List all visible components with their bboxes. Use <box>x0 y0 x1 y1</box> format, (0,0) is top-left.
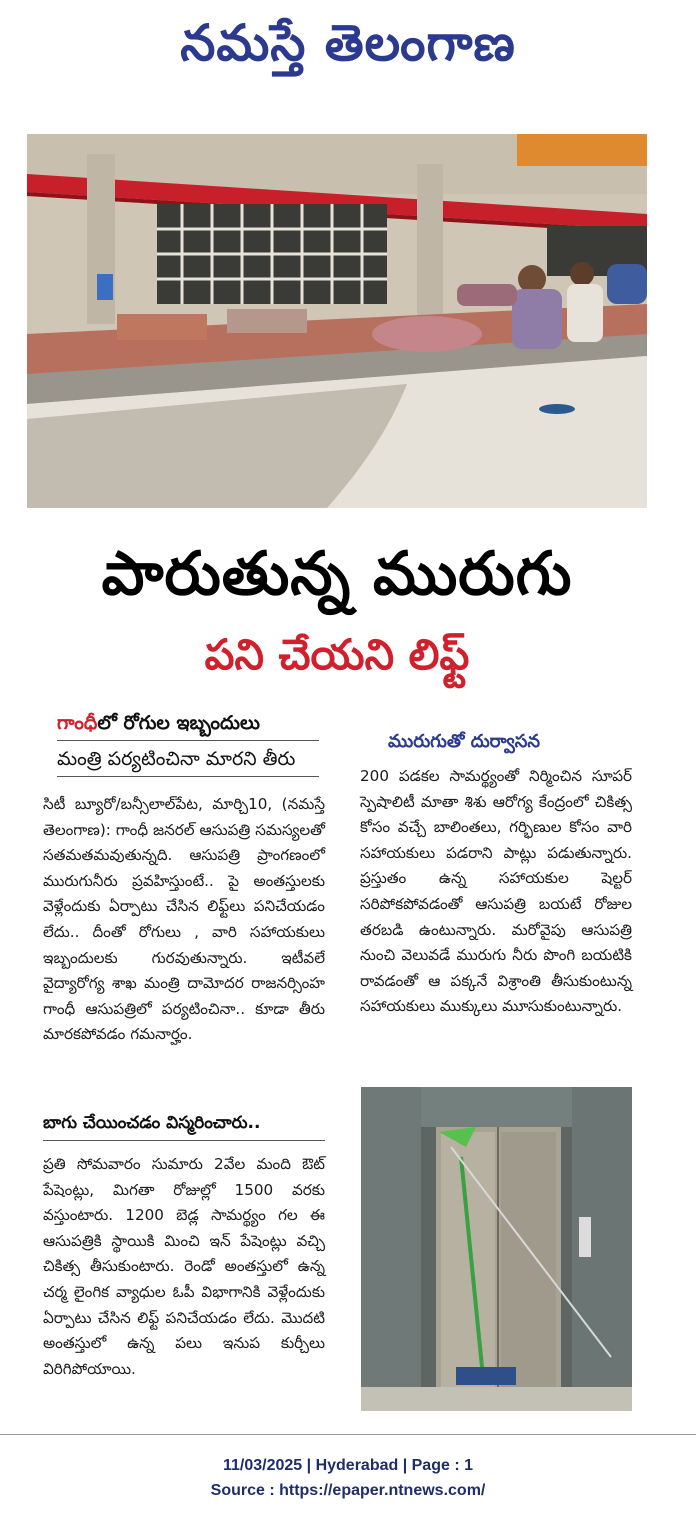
article-column-1: సిటీ బ్యూరో/బన్సీలాల్‌పేట, మార్చి10, (నమస్తే తెలంగాణ): గాంధీ జనరల్ ఆసుపత్రి సమస్యలతో సతమతమవుతున్నది. ఆసుపత్రి ప్రాంగణంలో మురుగునీరు ప్రవహిస్తుంటే.. పై అంతస్తులకు వెళ్లేందుకు ఏర్పాటు చేసిన లిఫ్ట్‌లు పనిచేయడం లేదు.. దీంతో రోగులు , వారి సహాయకులు ఇబ్బందులకు గురవుతున్నారు. ఇటీవలే వైద్యారోగ్య శాఖ మంత్రి దామోదర రాజనర్సింహ గాంధీ ఆసుపత్రిలో పర్యటించినా.. కూడా తీరు మారకపోవడం గమనార్హం. <box>43 795 325 1044</box>
footer-date-location: 11/03/2025 | Hyderabad | Page : 1 <box>223 1457 473 1474</box>
kicker-divider-2 <box>57 776 319 777</box>
column-1-subtitle: బాగు చేయించడం విస్మరించారు.. <box>43 1113 261 1133</box>
news-photo-hospital-corridor <box>27 134 647 508</box>
sub-headline: పని చేయని లిఫ్ట్ <box>204 630 470 679</box>
kicker-rest: లో రోగుల ఇబ్బందులు <box>97 712 261 734</box>
article-column-2: 200 పడకల సామర్థ్యంతో నిర్మించిన సూపర్ స్పెషాలిటీ మాతా శిశు ఆరోగ్య కేంద్రంలో చికిత్స కోసం వచ్చే బాలింతలు, గర్భిణుల కోసం వారి సహాయకులు పడరాని పాట్లు పడుతున్నారు. ప్రస్తుతం ఉన్న సహాయకుల షెల్టర్ సరిపోకపోవడంతో ఆసుపత్రి బయటే రోజుల తరబడి ఉంటున్నారు. మరోవైపు ఆసుపత్రి నుంచి వెలువడే మురుగు నీరు పొంగి బయటికి రావడంతో ఆ పక్కనే విశ్రాంతి తీసుకుంటున్న సహాయకులు ముక్కులు మూసుకుంటున్నారు. <box>360 767 632 1016</box>
article-column-1-continued: ప్రతి సోమవారం సుమారు 2వేల మంది ఔట్ పేషెంట్లు, మిగతా రోజుల్లో 1500 వరకు వస్తుంటారు. 1200 బెడ్ల సామర్థ్యం గల ఈ ఆసుపత్రికి స్థాయికి మించి ఇన్ పేషెంట్లు వచ్చి చికిత్స తీసుకుంటారు. రెండో అంతస్తులో ఉన్న చర్మ లైంగిక వ్యాధుల ఓపీ విభాగానికి వెళ్లేందుకు ఏర్పాటు చేసిన లిఫ్ట్ పనిచేయడం లేదు. మొదటి అంతస్తులో ఉన్న పలు ఇనుప కుర్చీలు విరిగిపోయాయి. <box>43 1155 325 1378</box>
masthead-logo: నమస్తే తెలంగాణ <box>180 14 516 72</box>
kicker-line-2: మంత్రి పర్యటించినా మారని తీరు <box>57 748 296 770</box>
kicker-line-1 <box>57 708 317 738</box>
kicker-divider <box>57 740 319 741</box>
headline: పారుతున్న మురుగు <box>101 539 573 609</box>
footer-divider <box>0 1434 696 1435</box>
news-photo-broken-lift <box>361 1087 632 1411</box>
footer-source-link[interactable]: Source : https://epaper.ntnews.com/ <box>210 1482 486 1499</box>
kicker-highlight: గాంధీ <box>57 712 98 734</box>
column-2-kicker: మురుగుతో దుర్వాసన <box>388 731 541 752</box>
subtitle-divider <box>43 1140 325 1141</box>
